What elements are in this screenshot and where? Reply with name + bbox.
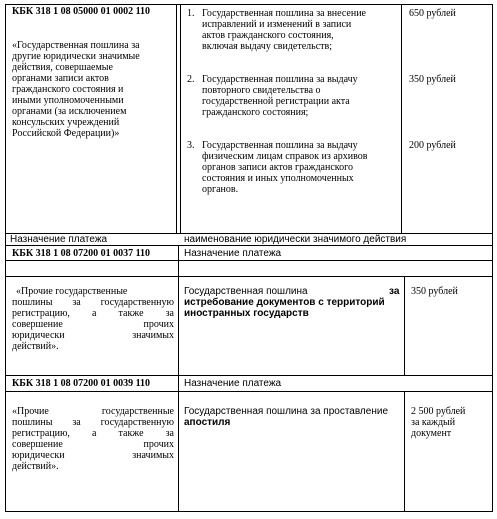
kbk-description-line: юридически значимых — [12, 330, 174, 341]
table-border-left — [5, 4, 6, 512]
column-divider — [404, 276, 405, 375]
kbk-description-line: действия, совершаемые — [12, 62, 113, 73]
price: 350 рублей — [409, 74, 456, 85]
list-item-line: повторного свидетельства о — [202, 85, 321, 96]
kbk-description-line: другие юридически значимые — [12, 51, 140, 62]
list-item-line: исправлений и изменений в записи — [202, 19, 352, 30]
kbk-description-line: Российской Федерации)» — [12, 128, 120, 139]
row-divider — [5, 375, 493, 376]
kbk-description-line: «Прочие государственные — [12, 406, 174, 417]
row-divider — [5, 245, 493, 246]
list-item-line: Государственная пошлина за выдачу — [202, 74, 358, 85]
kbk-description-line: иными уполномоченными — [12, 95, 124, 106]
row-divider — [5, 276, 493, 277]
action-name-text: за — [389, 286, 400, 297]
kbk-code: КБК 318 1 08 07200 01 0039 110 — [12, 378, 151, 389]
price: 350 рублей — [411, 286, 458, 297]
list-item-number: 2. — [187, 74, 195, 85]
list-item-line: Государственная пошлина за выдачу — [202, 140, 358, 151]
kbk-description-line: регистрацию, а также за — [12, 428, 174, 439]
table-border-right — [492, 4, 493, 512]
kbk-description-line: органами (за исключением — [12, 106, 127, 117]
kbk-description-line: пошлины за государственную — [12, 417, 174, 428]
kbk-description-line: пошлины за государственную — [12, 297, 174, 308]
kbk-description-line: органами записи актов — [12, 73, 109, 84]
kbk-code: КБК 318 1 08 07200 01 0037 110 — [12, 248, 151, 259]
price: 2 500 рублей — [411, 406, 466, 417]
list-item-line: включая выдачу свидетельств; — [202, 41, 333, 52]
column-divider — [178, 245, 179, 511]
kbk-description-line: совершение прочих — [12, 439, 174, 450]
list-item-line: Государственная пошлина за внесение — [202, 8, 366, 19]
action-name-text: Государственная пошлина за проставление — [184, 406, 388, 417]
list-item-line: органов. — [202, 184, 239, 195]
table-border-bottom — [5, 511, 493, 512]
kbk-description-line: «Прочие государственные — [16, 286, 128, 297]
list-item-line: государственной регистрации акта — [202, 96, 350, 107]
list-item-line: состояния и иных уполномоченных — [202, 173, 354, 184]
row-divider — [5, 391, 493, 392]
kbk-description-line: «Государственная пошлина за — [12, 40, 140, 51]
action-name-text: апостиля — [184, 417, 231, 428]
price: 650 рублей — [409, 8, 456, 19]
kbk-description-line: регистрацию, а также за — [12, 308, 174, 319]
price: 200 рублей — [409, 140, 456, 151]
price: за каждый — [411, 417, 456, 428]
payment-purpose-label: Назначение платежа — [184, 378, 282, 389]
action-name-text: иностранных государств — [184, 308, 309, 319]
list-item-number: 3. — [187, 140, 195, 151]
list-item-number: 1. — [187, 8, 195, 19]
kbk-description-line: юридически значимых — [12, 450, 174, 461]
list-item-line: органов записи актов гражданского — [202, 162, 353, 173]
table-border-top — [5, 4, 493, 5]
payment-purpose-label: Назначение платежа — [10, 234, 108, 245]
kbk-description-line: действий». — [12, 461, 59, 472]
list-item-line: гражданского состояния; — [202, 107, 309, 118]
action-name-text: Государственная пошлина — [184, 286, 308, 297]
kbk-description-line: консульских учреждений — [12, 117, 120, 128]
column-divider — [401, 4, 402, 233]
column-divider — [180, 4, 181, 233]
kbk-description-line: совершение прочих — [12, 319, 174, 330]
action-name-label: наименование юридически значимого действия — [184, 234, 407, 245]
action-name-text: истребование документов с территорий — [184, 297, 385, 308]
kbk-code: КБК 318 1 08 05000 01 0002 110 — [12, 6, 151, 17]
kbk-description-line: гражданского состояния и — [12, 84, 124, 95]
list-item-line: физическим лицам справок из архивов — [202, 151, 368, 162]
list-item-line: актов гражданского состояния, — [202, 30, 334, 41]
kbk-description-line: действий». — [12, 341, 59, 352]
column-divider — [176, 4, 177, 233]
payment-purpose-label: Назначение платежа — [184, 248, 282, 259]
row-divider — [5, 260, 493, 261]
column-divider — [404, 391, 405, 511]
price: документ — [411, 428, 452, 439]
